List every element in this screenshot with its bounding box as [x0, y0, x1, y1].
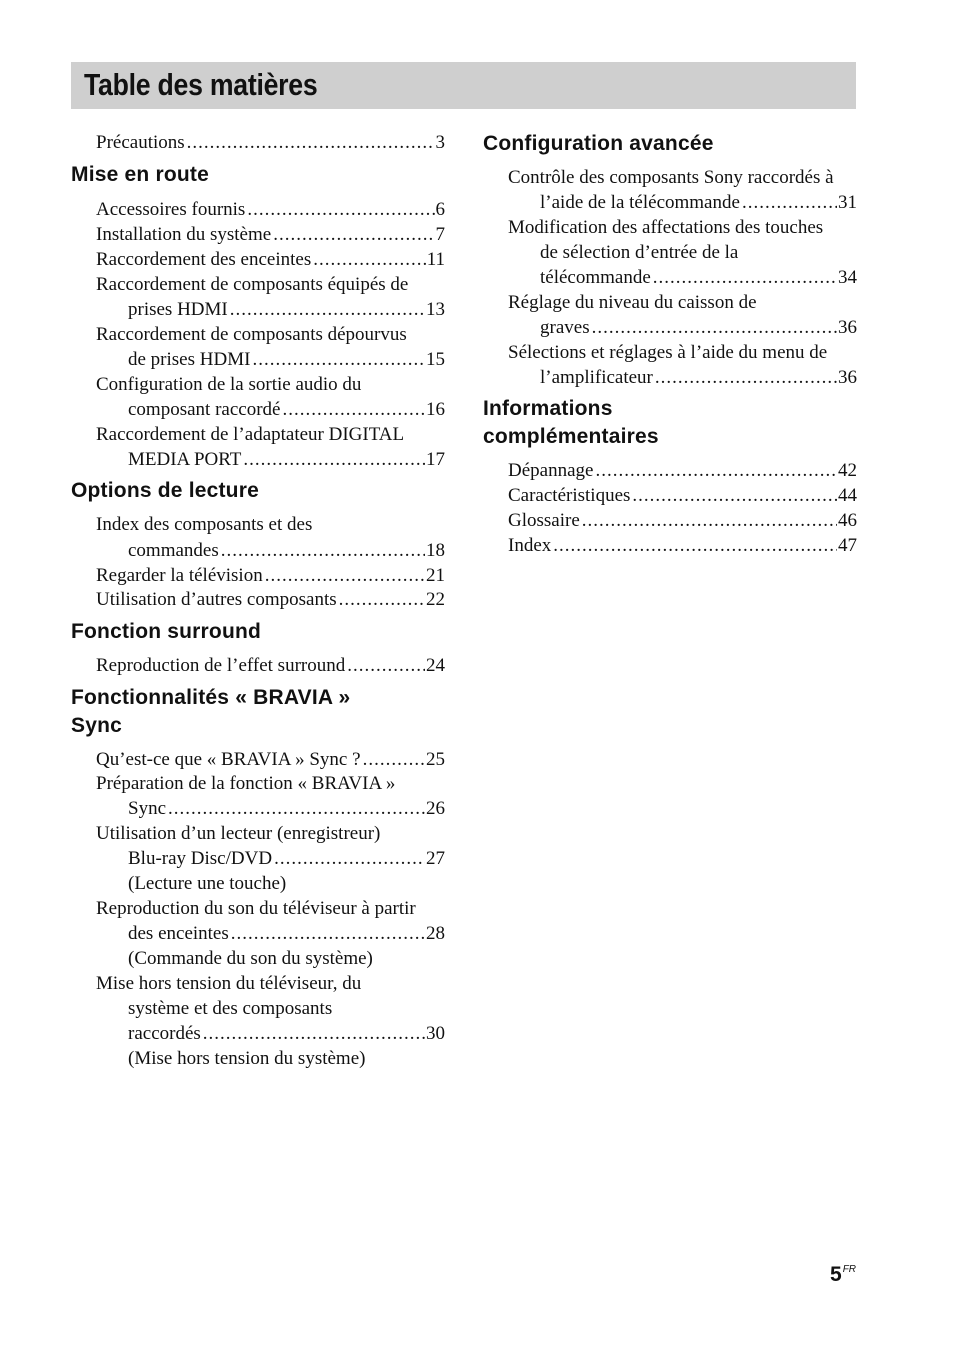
toc-page-number: 7: [435, 224, 445, 245]
title-bar: [71, 62, 856, 109]
leader-dots: [582, 508, 837, 533]
leader-dots: [243, 447, 425, 472]
toc-entry-glossaire[interactable]: [508, 508, 857, 533]
leader-dots: [553, 533, 837, 558]
leader-dots: [168, 796, 425, 821]
toc-entry-text-line[interactable]: Modification des affectations des touches: [508, 217, 824, 238]
leader-dots: [592, 315, 837, 340]
toc-entry-raccordement-enceintes[interactable]: [96, 247, 445, 272]
toc-page-number: 22: [426, 589, 445, 610]
leader-dots: [339, 587, 425, 612]
leader-dots: [274, 846, 425, 871]
toc-entry-label: prises HDMI: [128, 299, 228, 320]
leader-dots: [632, 483, 837, 508]
toc-entry-text-line[interactable]: Sélections et réglages à l’aide du menu de: [508, 342, 828, 363]
toc-page-number: 31: [838, 192, 857, 213]
toc-page-number: 44: [838, 485, 857, 506]
toc-entry-label: Blu-ray Disc/DVD: [128, 848, 273, 869]
toc-entry-text-line[interactable]: Raccordement de composants dépourvus: [96, 324, 407, 345]
toc-entry-lecteur-bluray[interactable]: [128, 846, 445, 871]
toc-entry-text-line[interactable]: Configuration de la sortie audio du: [96, 374, 362, 395]
section-heading-fonction-surround: Fonction surround: [71, 620, 262, 643]
toc-entry-affectations-touches[interactable]: [540, 265, 857, 290]
toc-page-number: 6: [435, 199, 445, 220]
leader-dots: [221, 538, 425, 563]
toc-entry-label: des enceintes: [128, 923, 229, 944]
toc-entry-label: composant raccordé: [128, 399, 281, 420]
toc-entry-label: Regarder la télévision: [96, 565, 263, 586]
toc-entry-menu-amplificateur[interactable]: [540, 365, 857, 390]
leader-dots: [231, 921, 425, 946]
toc-entry-label: Sync: [128, 798, 166, 819]
toc-page-number: 36: [838, 367, 857, 388]
toc-entry-label: télécommande: [540, 267, 651, 288]
toc-entry-hdmi-equipes[interactable]: [128, 297, 445, 322]
toc-page-number: 36: [838, 317, 857, 338]
toc-entry-label: graves: [540, 317, 590, 338]
section-heading-mise-en-route: Mise en route: [71, 163, 209, 186]
toc-page-number: 34: [838, 267, 857, 288]
toc-entry-depannage[interactable]: [508, 458, 857, 483]
leader-dots: [655, 365, 837, 390]
toc-entry-bravia-sync-def[interactable]: [96, 747, 445, 772]
leader-dots: [230, 297, 425, 322]
toc-entry-text-line[interactable]: de sélection d’entrée de la: [540, 242, 739, 263]
leader-dots: [282, 397, 425, 422]
toc-entry-caracteristiques[interactable]: [508, 483, 857, 508]
toc-entry-label: de prises HDMI: [128, 349, 251, 370]
toc-entry-label: Index: [508, 535, 552, 556]
toc-page-number: 21: [426, 565, 445, 586]
section-heading-bravia-sync: Fonctionnalités « BRAVIA »: [71, 686, 351, 709]
section-heading-informations-line2: complémentaires: [483, 425, 659, 448]
toc-entry-text-line[interactable]: système et des composants: [128, 998, 333, 1019]
toc-entry-caisson-graves[interactable]: [540, 315, 857, 340]
toc-entry-text-line[interactable]: Index des composants et des: [96, 514, 313, 535]
toc-page-number: 11: [426, 249, 445, 270]
toc-page-number: 18: [426, 540, 445, 561]
toc-entry-precautions[interactable]: [96, 130, 445, 155]
toc-page-number: 26: [426, 798, 445, 819]
section-heading-informations: Informations: [483, 397, 613, 420]
leader-dots: [203, 1021, 425, 1046]
toc-page-number: 13: [426, 299, 445, 320]
leader-dots: [595, 458, 837, 483]
toc-entry-label: Accessoires fournis: [96, 199, 246, 220]
toc-entry-sortie-audio[interactable]: [128, 397, 445, 422]
toc-entry-index-composants[interactable]: [128, 538, 445, 563]
toc-entry-mise-hors-tension[interactable]: [128, 1021, 445, 1046]
section-heading-bravia-sync-line2: Sync: [71, 714, 122, 737]
toc-entry-label: Raccordement des enceintes: [96, 249, 312, 270]
toc-entry-text-line[interactable]: Raccordement de l’adaptateur DIGITAL: [96, 424, 405, 445]
leader-dots: [742, 190, 837, 215]
toc-entry-text-line[interactable]: Utilisation d’un lecteur (enregistreur): [96, 823, 381, 844]
page-title: Table des matières: [84, 67, 318, 102]
toc-page-number: 17: [426, 449, 445, 470]
toc-entry-label: Caractéristiques: [508, 485, 631, 506]
toc-entry-label: l’aide de la télécommande: [540, 192, 740, 213]
section-heading-options-lecture: Options de lecture: [71, 479, 259, 502]
toc-entry-label: MEDIA PORT: [128, 449, 242, 470]
leader-dots: [187, 130, 435, 155]
leader-dots: [347, 653, 425, 678]
toc-page-number: 28: [426, 923, 445, 944]
toc-page-number: 15: [426, 349, 445, 370]
leader-dots: [653, 265, 837, 290]
toc-entry-label: commandes: [128, 540, 219, 561]
toc-entry-text-line[interactable]: Reproduction du son du téléviseur à partir: [96, 898, 416, 919]
toc-entry-text-line[interactable]: Contrôle des composants Sony raccordés à: [508, 167, 834, 188]
toc-entry-controle-sony[interactable]: [540, 190, 857, 215]
toc-entry-hdmi-depourvus[interactable]: [128, 347, 445, 372]
leader-dots: [363, 747, 425, 772]
toc-entry-text-line[interactable]: Préparation de la fonction « BRAVIA »: [96, 773, 396, 794]
toc-entry-label: Utilisation d’autres composants: [96, 589, 337, 610]
toc-page-number: 30: [426, 1023, 445, 1044]
toc-entry-index[interactable]: [508, 533, 857, 558]
toc-page-number: 27: [426, 848, 445, 869]
toc-page-number: 24: [426, 655, 445, 676]
toc-entry-text-line[interactable]: (Mise hors tension du système): [128, 1048, 366, 1069]
toc-entry-text-line[interactable]: Réglage du niveau du caisson de: [508, 292, 757, 313]
leader-dots: [273, 222, 434, 247]
toc-entry-label: Dépannage: [508, 460, 594, 481]
toc-entry-text-line[interactable]: (Commande du son du système): [128, 948, 373, 969]
toc-entry-label: Reproduction de l’effet surround: [96, 655, 346, 676]
toc-page-number: 42: [838, 460, 857, 481]
toc-entry-installation[interactable]: [96, 222, 445, 247]
toc-entry-label: Qu’est-ce que « BRAVIA » Sync ?: [96, 749, 361, 770]
toc-entry-preparation-bravia[interactable]: [128, 796, 445, 821]
toc-entry-label: raccordés: [128, 1023, 201, 1044]
toc-entry-text-line[interactable]: Mise hors tension du téléviseur, du: [96, 973, 362, 994]
toc-page-number: 16: [426, 399, 445, 420]
toc-entry-text-line[interactable]: Raccordement de composants équipés de: [96, 274, 409, 295]
toc-entry-son-televiseur[interactable]: [128, 921, 445, 946]
page-lang-code: FR: [842, 1264, 857, 1275]
section-heading-config-avancee: Configuration avancée: [483, 132, 714, 155]
toc-entry-label: Glossaire: [508, 510, 580, 531]
toc-entry-accessoires[interactable]: [96, 197, 445, 222]
toc-page-number: 46: [838, 510, 857, 531]
leader-dots: [252, 347, 425, 372]
leader-dots: [265, 563, 425, 588]
toc-entry-autres-composants[interactable]: [96, 587, 445, 612]
toc-entry-label: Précautions: [96, 132, 185, 153]
toc-entry-label: Installation du système: [96, 224, 272, 245]
toc-entry-effet-surround[interactable]: [96, 653, 445, 678]
page-number: [830, 1257, 856, 1288]
leader-dots: [313, 247, 425, 272]
leader-dots: [247, 197, 434, 222]
toc-page-number: 47: [838, 535, 857, 556]
toc-entry-text-line[interactable]: (Lecture une touche): [128, 873, 287, 894]
page-number-value: 5: [830, 1263, 842, 1286]
toc-page-number: 25: [426, 749, 445, 770]
toc-entry-digital-media-port[interactable]: [128, 447, 445, 472]
toc-entry-label: l’amplificateur: [540, 367, 653, 388]
toc-entry-regarder-tv[interactable]: [96, 563, 445, 588]
toc-page-number: 3: [435, 132, 445, 153]
